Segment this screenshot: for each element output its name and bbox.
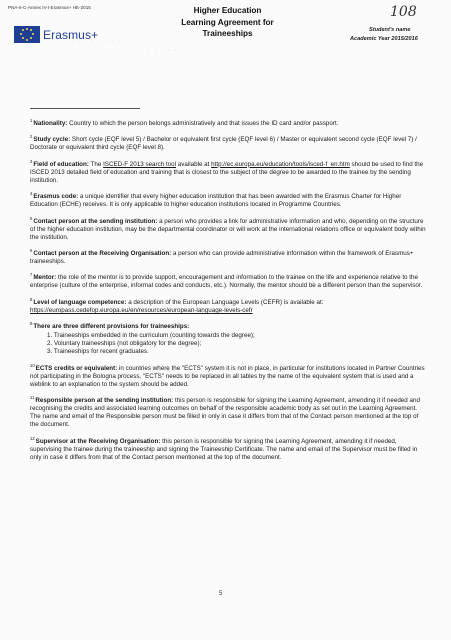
footnote-6: $^6$Contact person at the Receiving Organisation: a person who can provide administrative information within the framework of Erasmus+ traineeships. xyxy=(30,247,414,266)
erasmus-logo xyxy=(14,26,98,43)
provision-list xyxy=(47,332,426,356)
show-through-text: · · · · · · · · · xyxy=(70,36,128,48)
isced-tool-link[interactable]: ISCED-F 2013 search tool xyxy=(103,160,177,168)
footnote-10: $^{10}$ECTS credits or equivalent: in countries where the "ECTS" system it is not in place, in particular for institutions located in Partner Countries not participating in the Bologna process, "ECTS" needs to be replaced in all tables by the name of the equivalent system that is used and a weblink to an explanation to the system should be added. xyxy=(30,362,425,388)
footnote-11: $^{11}$Responsible person at the sending institution: this person is responsible for signing the Learning Agreement, amending it if needed and recognising the credits and associated learning outcomes on behalf of the responsible academic body as set out in the Learning Agreement. The name and email of the Responsible person must be filled in only in case it differs from that of the Contact person mentioned at the top of the document. xyxy=(30,395,420,429)
students-name-label: Student's name xyxy=(369,27,411,33)
footnote-5: $^5$Contact person at the sending institution: a person who provides a link for administrative information and who, depending on the structure of the higher education institution, may be the departmental coordinator or will work at the international relations office or equivalent body within the institution. xyxy=(30,215,426,241)
footnote-9: $^9$There are three different provisions for traineeships: 1. Traineeships embedded in the curriculum (counting towards the degree); 2. Voluntary traineeships (not obligatory for the degree); 3. Traineeships for recent graduates. xyxy=(30,320,426,356)
handwritten-number: 108 xyxy=(390,4,417,20)
footnote-2: $^2$Study cycle: Short cycle (EQF level 5) / Bachelor or equivalent first cycle (EQF level 6) / Master or equivalent second cycle (EQF level 7) / Doctorate or equivalent third cycle (EQF level 8). xyxy=(30,134,417,152)
footnote-separator xyxy=(30,108,140,109)
document-title xyxy=(150,5,305,40)
title-line: Traineeships xyxy=(202,29,253,38)
title-line: Learning Agreement for xyxy=(181,17,274,27)
footnote-8: $^8$Level of language competence: a description of the European Language Levels (CEFR) is available at: https://europass.cedefop.europa.eu/en/resources/european-language-levels-cefr xyxy=(30,296,324,314)
footnote-1: $^1$Nationality: Country to which the person belongs administratively and that issues the ID card and/or passport. xyxy=(30,118,339,127)
academic-year: Academic Year 2015/2016 xyxy=(350,36,418,42)
footnote-4: $^4$Erasmus code: a unique identifier that every higher education institution that has been awarded with the Erasmus Charter for Higher Education (ECHE) receives. It is only applicable to higher education institutions located in Programme Countries. xyxy=(30,191,402,209)
show-through-text: · · · · · · xyxy=(140,44,178,56)
list-item: 3. Traineeships for recent graduates. xyxy=(47,348,149,356)
document-reference: PNA-II-C-Annex IV-I-Erasmus+ HE-2015 xyxy=(8,5,91,10)
footnote-3: $^3$Field of education: The ISCED-F 2013 search tool available at http://ec.europa.eu/education/tools/isced-f_en.htm should be used to find the ISCED 2013 detailed field of education and training that is closest to the subject of the degree to be awarded to the trainee by the sending institution. xyxy=(30,158,424,184)
page-number: 5 xyxy=(219,591,223,597)
list-item: 2. Voluntary traineeships (not obligatory for the degree); xyxy=(47,340,202,348)
logo-wordmark: Erasmus+ xyxy=(43,27,99,42)
eu-flag-icon xyxy=(14,26,40,43)
list-item: 1. Traineeships embedded in the curriculum (counting towards the degree); xyxy=(47,332,255,340)
title-line: Higher Education xyxy=(193,6,262,15)
footnote-12: $^{12}$Supervisor at the Receiving Organisation: this person is responsible for signing the Learning Agreement, amending it if needed, supervising the trainee during the traineeship and signing the Traineeship Certificate. The name and email of the Supervisor must be filled in only in case it differs from that of the Contact person mentioned at the top of the document. xyxy=(30,435,418,461)
footnotes xyxy=(30,117,426,467)
footnote-7: $^7$Mentor: the role of the mentor is to provide support, encouragement and information to the trainee on the life and experience relative to the enterprise (culture of the enterprise, informal codes and conducts, etc.). Normally, the mentor should be a different person than the supervisor. xyxy=(30,272,423,290)
cefr-url-link[interactable]: https://europass.cedefop.europa.eu/en/resources/european-language-levels-cefr xyxy=(30,306,253,314)
isced-url-link[interactable]: http://ec.europa.eu/education/tools/isced-f_en.htm xyxy=(211,160,350,168)
